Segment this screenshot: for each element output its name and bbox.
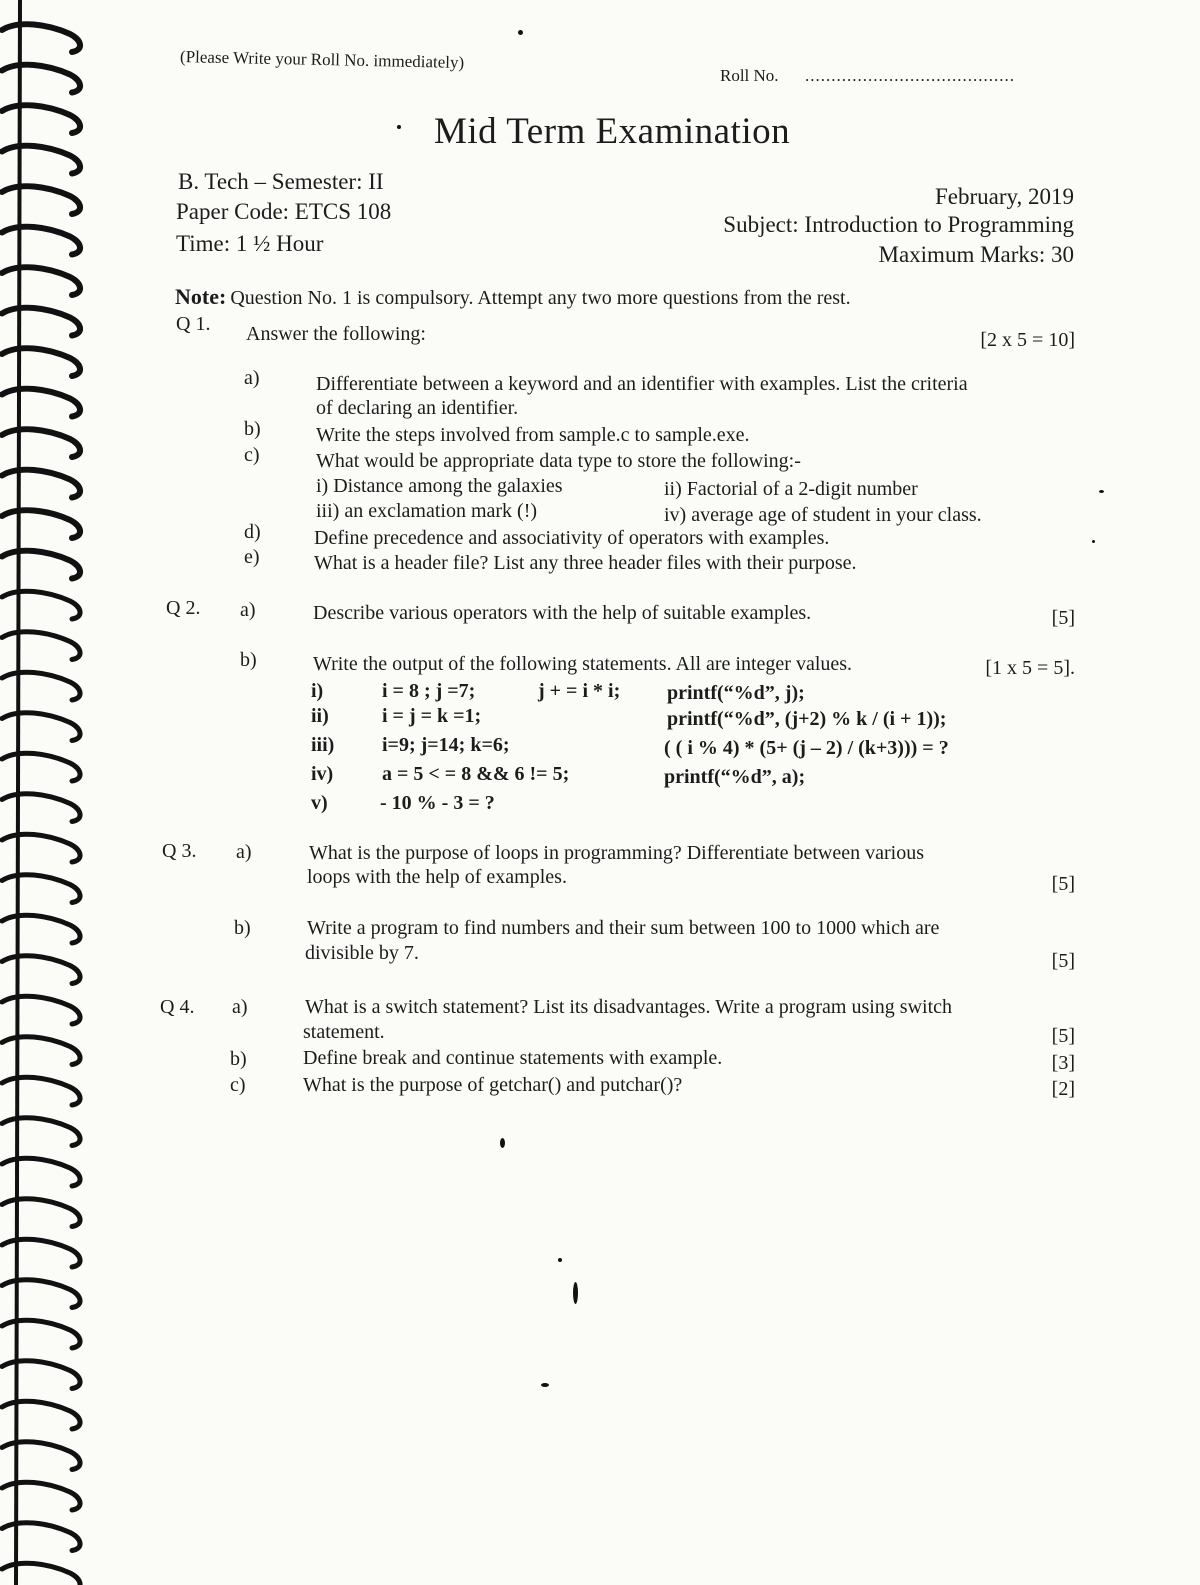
- q1a-line2: of declaring an identifier.: [316, 397, 519, 419]
- binding-coil: [2, 753, 80, 781]
- q4c-text: What is the purpose of getchar() and putchar()?: [303, 1074, 683, 1096]
- binding-coil: [2, 1077, 80, 1105]
- q3a-marks: [5]: [1051, 873, 1075, 895]
- q3b-marks: [5]: [1051, 950, 1075, 972]
- q3a-line2: loops with the help of examples.: [307, 866, 567, 888]
- binding-coil: [2, 348, 80, 376]
- binding-coil: [2, 794, 80, 822]
- binding-coil: [2, 632, 80, 660]
- q2a-text: Describe various operators with the help of suitable examples.: [313, 602, 812, 624]
- binding-coil: [2, 470, 80, 498]
- maximum-marks: Maximum Marks: 30: [878, 242, 1074, 267]
- ink-speck: [397, 125, 401, 129]
- q3a-label: a): [236, 841, 252, 863]
- q3-label: Q 3.: [162, 840, 197, 862]
- q1e-label: e): [244, 546, 260, 568]
- q2b-v-code1: - 10 % - 3 = ?: [380, 792, 495, 814]
- note-label: Note:: [175, 284, 227, 309]
- binding-coil: [2, 510, 80, 538]
- q2b-i-code1: i = 8 ; j =7;: [382, 680, 476, 702]
- q2b-ii-num: ii): [311, 705, 329, 727]
- q4a-line1: What is a switch statement? List its disadvantages. Write a program using switch: [305, 996, 953, 1018]
- binding-coil: [2, 1239, 80, 1267]
- q1-prompt: Answer the following:: [246, 323, 426, 345]
- q2b-iii-code3: ( ( i % 4) * (5+ (j – 2) / (k+3))) = ?: [664, 737, 949, 759]
- binding-coil: [2, 915, 80, 943]
- q4-label: Q 4.: [160, 996, 195, 1018]
- q1a-label: a): [244, 367, 260, 389]
- q1c-ii: ii) Factorial of a 2-digit number: [664, 478, 918, 500]
- binding-coil: [2, 389, 80, 417]
- q4c-marks: [2]: [1051, 1078, 1075, 1100]
- q2b-ii-code1: i = j = k =1;: [382, 705, 482, 727]
- q4a-line2: statement.: [303, 1021, 385, 1043]
- q3b-line1: Write a program to find numbers and their sum between 100 to 1000 which are: [307, 917, 940, 939]
- binding-coil: [2, 429, 80, 457]
- binding-coil: [2, 1280, 80, 1308]
- paper-code: Paper Code: ETCS 108: [176, 199, 392, 224]
- roll-instruction: (Please Write your Roll No. immediately): [179, 47, 465, 72]
- ink-speck: [558, 1258, 562, 1262]
- q2b-iii-code1: i=9; j=14; k=6;: [382, 734, 510, 756]
- note: [175, 284, 851, 310]
- binding-coil: [2, 227, 80, 255]
- program-semester: B. Tech – Semester: II: [178, 169, 384, 194]
- roll-no-label: Roll No.: [720, 66, 779, 85]
- roll-no-line: ........................................: [805, 66, 1015, 85]
- q2b-v-num: v): [311, 792, 328, 814]
- q1c-label: c): [244, 444, 260, 466]
- ink-speck: [541, 1383, 549, 1387]
- binding-coil: [2, 551, 80, 579]
- binding-coil: [2, 1442, 80, 1470]
- binding-coil: [2, 591, 80, 619]
- q2b-text: Write the output of the following statements. All are integer values.: [313, 653, 853, 675]
- q4c-label: c): [230, 1074, 246, 1096]
- q1c-i: i) Distance among the galaxies: [316, 475, 563, 497]
- binding-coil: [2, 996, 80, 1024]
- binding-coil: [2, 1563, 80, 1585]
- q4a-label: a): [232, 996, 248, 1018]
- binding-coil: [2, 956, 80, 984]
- q1c-iv: iv) average age of student in your class.: [664, 504, 982, 526]
- q2a-marks: [5]: [1051, 607, 1075, 629]
- q1c-iii: iii) an exclamation mark (!): [316, 500, 538, 522]
- binding-coil: [2, 1158, 80, 1186]
- q2b-iv-code1: a = 5 < = 8 && 6 != 5;: [382, 763, 570, 785]
- q1d-label: d): [244, 521, 261, 543]
- note-text: Question No. 1 is compulsory. Attempt any two more questions from the rest.: [230, 287, 851, 309]
- spiral-binding: [0, 0, 105, 1585]
- binding-coil: [2, 875, 80, 903]
- binding-coil: [2, 308, 80, 336]
- q2b-marks: [1 x 5 = 5].: [985, 657, 1075, 679]
- ink-speck: [518, 30, 523, 35]
- binding-coil: [2, 186, 80, 214]
- q1c-text: What would be appropriate data type to store the following:-: [316, 450, 801, 472]
- binding-coil: [2, 1037, 80, 1065]
- binding-coil: [2, 834, 80, 862]
- q2b-ii-code3: printf(“%d”, (j+2) % k / (i + 1));: [667, 708, 947, 730]
- q1b-text: Write the steps involved from sample.c to sample.exe.: [316, 424, 750, 446]
- ink-speck: [1099, 490, 1104, 493]
- binding-coil: [2, 65, 80, 93]
- q2b-i-code2: j + = i * i;: [538, 680, 621, 702]
- q1-label: Q 1.: [176, 313, 211, 335]
- exam-time: Time: 1 ½ Hour: [176, 231, 324, 256]
- q2-label: Q 2.: [166, 597, 201, 619]
- ink-speck: [1092, 540, 1095, 543]
- binding-coil: [2, 267, 80, 295]
- q1a-line1: Differentiate between a keyword and an identifier with examples. List the criteria: [316, 373, 968, 395]
- binding-coil: [2, 146, 80, 174]
- binding-coil: [2, 1523, 80, 1551]
- binding-coil: [2, 24, 80, 52]
- q1e-text: What is a header file? List any three header files with their purpose.: [314, 552, 857, 574]
- q2b-iii-num: iii): [311, 734, 335, 756]
- binding-coil: [2, 1361, 80, 1389]
- q2b-iv-code3: printf(“%d”, a);: [664, 766, 806, 788]
- q4a-marks: [5]: [1051, 1025, 1075, 1047]
- q1b-label: b): [244, 418, 261, 440]
- subject: Subject: Introduction to Programming: [723, 212, 1074, 237]
- ink-speck: [573, 1282, 578, 1304]
- ink-speck: [500, 1138, 505, 1148]
- q3b-label: b): [234, 917, 251, 939]
- binding-coil: [2, 1199, 80, 1227]
- q1-marks: [2 x 5 = 10]: [980, 329, 1075, 351]
- binding-coil: [2, 1482, 80, 1510]
- q4b-label: b): [230, 1048, 247, 1070]
- q2b-label: b): [240, 649, 257, 671]
- exam-date: February, 2019: [934, 184, 1074, 209]
- q3a-line1: What is the purpose of loops in programming? Differentiate between various: [309, 842, 925, 864]
- q4b-marks: [3]: [1051, 1052, 1075, 1074]
- page-title: Mid Term Examination: [434, 111, 791, 152]
- q1d-text: Define precedence and associativity of operators with examples.: [314, 527, 830, 549]
- binding-coil: [2, 105, 80, 133]
- binding-coil: [2, 672, 80, 700]
- q2b-iv-num: iv): [311, 763, 334, 785]
- binding-coils: [2, 0, 80, 1585]
- binding-coil: [2, 1320, 80, 1348]
- q3b-line2: divisible by 7.: [305, 942, 419, 964]
- binding-coil: [2, 713, 80, 741]
- q4b-text: Define break and continue statements with example.: [303, 1047, 723, 1069]
- binding-coil: [2, 1118, 80, 1146]
- q2b-i-num: i): [311, 680, 324, 702]
- binding-coil: [2, 1401, 80, 1429]
- q2b-i-code3: printf(“%d”, j);: [667, 682, 805, 704]
- q2a-label: a): [240, 599, 256, 621]
